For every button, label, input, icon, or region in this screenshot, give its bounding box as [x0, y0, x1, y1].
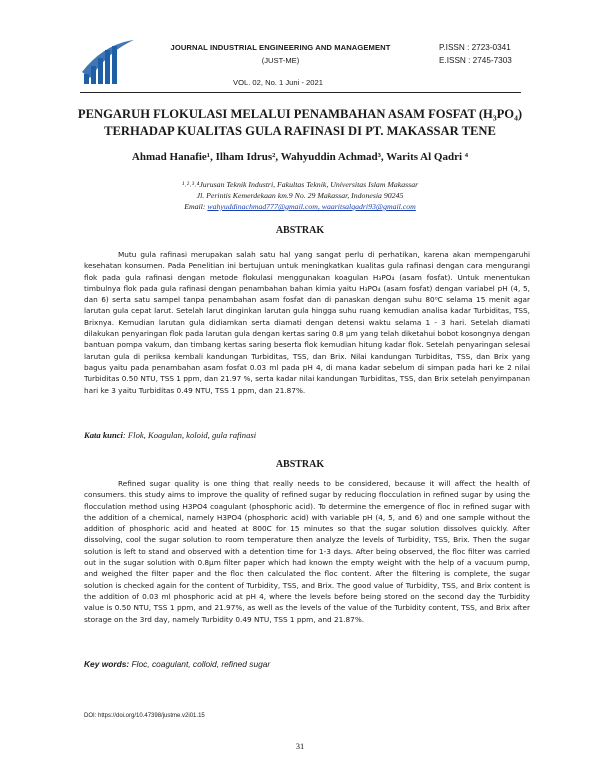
affiliation-email: [60, 202, 540, 211]
keywords-label-en: Key words:: [84, 659, 130, 669]
affiliation-department: ¹˒²˒³˒⁴Jurusan Teknik Industri, Fakultas Teknik, Universitas Islam Makassar: [181, 180, 419, 189]
paper-title: [60, 106, 540, 140]
electronic-issn: E.ISSN : 2745-7303: [439, 56, 512, 65]
abstract-text-en: Refined sugar quality is one thing that really needs to be considered, because it will affect the health of consumers. this study aims to improve the quality of refined sugar by reducing flocculation in refined sugar by using the flocculation method using H3PO4 coagulant (phosphoric acid). To determine the emergence of floc in refined sugar with the addition of a chemical, namely H3PO4 (phosphoric acid) with variable pH (4, 5, and 6) and one sample without the addition of phosphoric acid and heated at 800C for 15 minutes so that the sugar solution dissolves quickly. After dissolving, cool the sugar solution to room temperature then analyze the levels of Turbidity, TSS, Brix. Then the sugar solution is left to stand and observed with a detention time for 1-3 days. After being observed, the floc filter was carried out in the sugar solution with 0.8µm filter paper which had known the empty weight with the help of a vacuum pump, and weighed the filter paper and the floc then calculated the floc content. After the filtering is complete, the sugar solution is checked again for the content of Turbidity, TSS, and Brix. The good value of Turbidity, TSS, and Brix content is the addition of 0.03 ml phosphoric acid at pH 4, where the levels before being stored on the second day the Turbidity value is 0.50 NTU, TSS 1 ppm, and 21.97%, as well as the levels of the value of the Turbidity content, TSS, and Brix after storage on the 3rd day, namely Turbidity 0.49 NTU, TSS 1 ppm, and 21.87%.: [84, 479, 530, 624]
keywords-value-id: : Flok, Koagulan, koloid, gula rafinasi: [122, 430, 257, 440]
paper-title-line-1: PENGARUH FLOKULASI MELALUI PENAMBAHAN ASAM FOSFAT (H₃PO₄): [77, 107, 523, 121]
author-list: Ahmad Hanafie¹, Ilham Idrus², Wahyuddin Achmad³, Warits Al Qadri ⁴: [131, 151, 469, 163]
affiliation-address: Jl. Perintis Kemerdekaan km.9 No. 29 Makassar, Indonesia 90245: [196, 191, 404, 200]
print-issn: P.ISSN : 2723-0341: [439, 43, 511, 52]
abstract-heading-en: ABSTRAK: [275, 459, 325, 470]
journal-abbreviation: (JUST-ME): [261, 56, 300, 65]
abstract-heading-id: ABSTRAK: [275, 225, 325, 236]
paper-title-line-2: TERHADAP KUALITAS GULA RAFINASI DI PT. MAKASSAR TENE: [104, 124, 496, 138]
keywords-value-en: Floc, coagulant, colloid, refined sugar: [129, 659, 271, 669]
keywords-en: [84, 659, 530, 669]
volume-info: VOL. 02, No. 1 Juni - 2021: [233, 78, 323, 87]
abstract-text-id: Mutu gula rafinasi merupakan salah satu hal yang sangat perlu di perhatikan, karena akan mempengaruhi kesehatan konsumen. Pada Penelitian ini bertujuan untuk meningkatkan kualitas gula rafinasi dengan cara mengurangi flok pada gula rafinasi dengan metode flokulasi menggunakan koagulan H₃PO₄ (asam fosfat). Untuk menentukan timbulnya flok pada gula rafinasi dengan penambahan bahan kimia yaitu H₃PO₄ (asam fosfat) dengan variabel pH (4, 5, dan 6) serta satu sampel tanpa penambahan asam fosfat dan di panaskan dengan suhu 80⁰C selama 15 menit agar larutan gula cepat larut. Setelah larut dinginkan larutan gula hingga suhu ruang kemudian analisa kadar Turbiditas, TSS, Brixnya. Kemudian larutan gula didiamkan serta diamati dengan detensi waktu selama 1 - 3 hari. Setelah diamati dilakukan penyaringan flok pada larutan gula dengan kertas saring 0.8 µm yang telah diketahui bobot kosongnya dengan bantuan pompa vakum, dan timbang kertas saring beserta flok kemudian hitung kadar flok. Setelah penyaringan selesai larutan gula di periksa kembali kandungan Turbiditas, TSS, dan Brix. Nilai kandungan Turbiditas, TSS, dan Brix yang bagus yaitu pada penambahan asam fosfat 0.03 ml pada pH 4, di mana kadar sebelum di simpan pada hari ke 2 nilai Turbiditas 0.50 NTU, TSS 1 ppm, dan 21.97 %, serta kadar nilai kandungan Turbiditas, TSS, dan Brix setelah penyimpanan hari ke 3 yaitu Turbiditas 0.49 NTU, TSS 1 ppm, dan 21.87%.: [84, 250, 530, 395]
page-number: 31: [295, 741, 305, 751]
doi-link[interactable]: DOI: https://doi.org/10.47398/justme.v2i01.15: [84, 713, 205, 719]
email-link[interactable]: wahyuddinachmad777@gmail.com, waaritsalqadri93@gmail.com: [207, 202, 416, 211]
keywords-label-id: Kata kunci: [84, 430, 123, 440]
journal-name: JOURNAL INDUSTRIAL ENGINEERING AND MANAGEMENT: [170, 43, 391, 52]
header-divider: [80, 92, 521, 93]
email-label: Email:: [184, 202, 208, 211]
keywords-id: [84, 430, 530, 440]
journal-logo: [80, 38, 138, 88]
